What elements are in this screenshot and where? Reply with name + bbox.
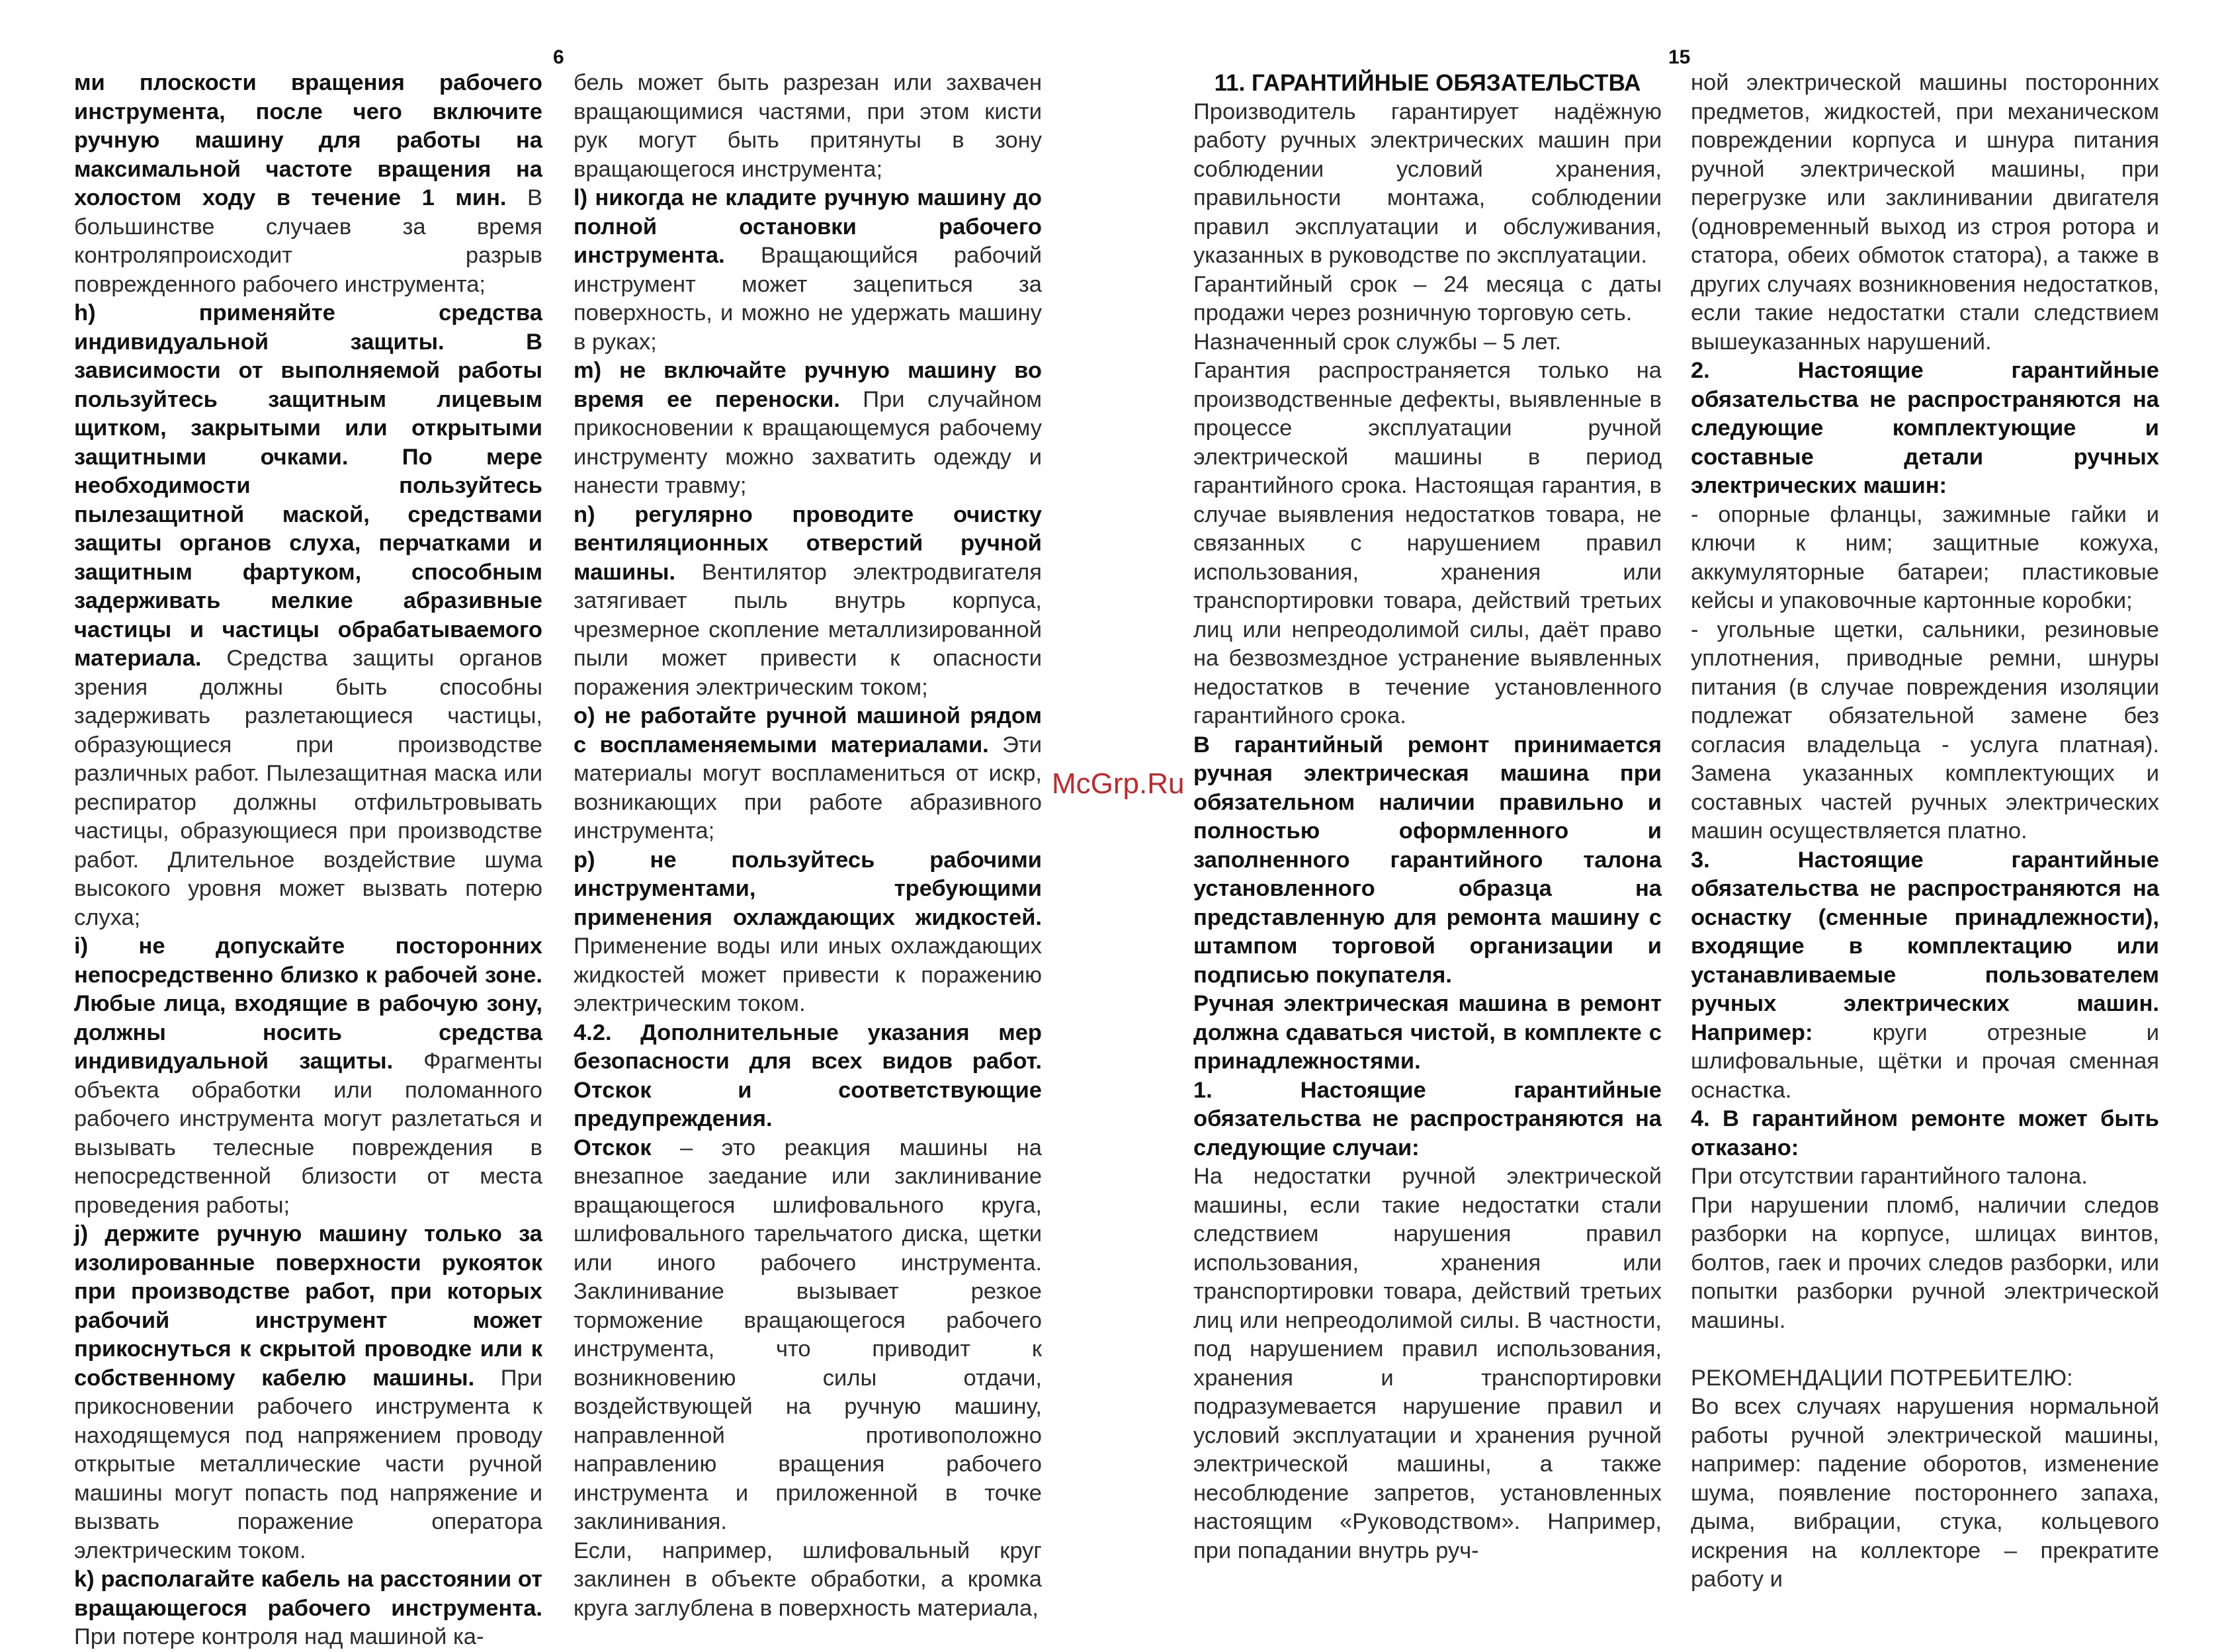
spacer <box>1691 1335 2159 1364</box>
paragraph: n) регулярно проводите очистку вентиляционных отверстий ручной машины. Вентилятор электродвигателя затягивает пыль внутрь корпуса, чрезмерное скопление металлизированной пыли может привести к опасности поражения электрическим током; <box>574 501 1042 700</box>
page-number-left: 6 <box>553 46 564 68</box>
paragraph: Если, например, шлифовальный круг заклинен в объекте обработки, а кромка круга заглублена в поверхность материала, <box>574 1538 1042 1621</box>
paragraph: Гарантийный срок – 24 месяца с даты продажи через розничную торговую сеть. <box>1193 271 1662 326</box>
paragraph: бель может быть разрезан или захвачен вращающимися частями, при этом кисти рук могут быть притянуты в зону вращающегося инструмента; <box>574 70 1042 182</box>
page-number-right: 15 <box>1668 46 1691 68</box>
paragraph: ми плоскости вращения рабочего инструмента, после чего включите ручную машину для работы на максимальной частоте вращения на холостом ходу в течение 1 мин. В большинстве случаев за время контроляпроисходит разрыв поврежденного рабочего инструмента; <box>74 70 542 297</box>
paragraph: Гарантия распространяется только на производственные дефекты, выявленные в процессе эксплуатации ручной электрической машины в период гарантийного срока. Настоящая гарантия, в случае выявления недостатков товара, не связанных с нарушением правил использования, хранения или транспортировки товара, действий третьих лиц или непреодолимой силы, даёт право на безвозмездное устранение выявленных недостатков в течение установленного гарантийного срока. <box>1193 358 1662 728</box>
paragraph: В гарантийный ремонт принимается ручная электрическая машина при обязательном наличии правильно и полностью оформленного и заполненного гарантийного талона установленного образца на представленную для ремонта машину с штампом торговой организации и подписью покупателя. <box>1193 732 1662 988</box>
paragraph: На недостатки ручной электрической машины, если такие недостатки стали следствием нарушения правил использования, хранения или транспортировки товара, действий третьих лиц или непреодолимой силы. В частности, под нарушением правил использования, хранения и транспортировки подразумевается нарушение правил и условий эксплуатации и хранения ручной электрической машины, а также несоблюдение запретов, установленных настоящим «Руководством». Например, при попадании внутрь руч- <box>1193 1164 1662 1563</box>
column-4 <box>1691 69 2159 1592</box>
column-1 <box>74 69 542 1649</box>
paragraph: m) не включайте ручную машину во время ее переноски. При случайном прикосновении к вращающемуся рабочему инструменту можно захватить одежду и нанести травму; <box>574 358 1042 498</box>
paragraph: h) применяйте средства индивидуальной защиты. В зависимости от выполняемой работы пользуйтесь защитным лицевым щитком, закрытыми или открытыми защитными очками. По мере необходимости пользуйтесь пылезащитной маской, средствами защиты органов слуха, перчатками и защитным фартуком, способным задерживать мелкие абразивные частицы и частицы обрабатываемого материала. Средства защиты органов зрения должны быть способны задерживать разлетающиеся частицы, образующиеся при производстве различных работ. Пылезащитная маска или респиратор должны отфильтровывать частицы, образующиеся при производстве работ. Длительное воздействие шума высокого уровня может вызвать потерю слуха; <box>74 300 542 930</box>
paragraph: При отсутствии гарантийного талона. <box>1691 1164 2088 1189</box>
paragraph: 4. В гарантийном ремонте может быть отказано: <box>1691 1106 2159 1160</box>
paragraph: ной электрической машины посторонних предметов, жидкостей, при механическом повреждении корпуса и шнура питания ручной электрической машины, при перегрузке или заклинивании двигателя (одновременный выход из строя ротора и статора, обеих обмоток статора), а также в других случаях возникновения недостатков, если такие недостатки стали следствием вышеуказанных нарушений. <box>1691 70 2159 355</box>
paragraph: 3. Настоящие гарантийные обязательства не распространяются на оснастку (сменные принадлежности), входящие в комплектацию или устанавливаемые пользователем ручных электрических машин. Например: круги отрезные и шлифовальные, щётки и прочая сменная оснастка. <box>1691 847 2159 1103</box>
paragraph: - угольные щетки, сальники, резиновые уплотнения, приводные ремни, шнуры питания (в случае повреждения изоляции подлежат обязательной замене без согласия владельца - услуга платная). Замена указанных комплектующих и составных частей ручных электрических машин осуществляется платно. <box>1691 617 2159 844</box>
section-heading: 4.2. Дополнительные указания мер безопасности для всех видов работ. Отскок и соответствующие предупреждения. <box>574 1020 1042 1131</box>
paragraph: 2. Настоящие гарантийные обязательства не распространяются на следующие комплектующие и составные детали ручных электрических машин: <box>1691 358 2159 498</box>
paragraph: l) никогда не кладите ручную машину до полной остановки рабочего инструмента. Вращающийся рабочий инструмент может зацепиться за поверхность, и можно не удержать машину в руках; <box>574 185 1042 355</box>
warranty-heading: 11. ГАРАНТИЙНЫЕ ОБЯЗАТЕЛЬСТВА <box>1214 70 1641 96</box>
paragraph: k) располагайте кабель на расстоянии от вращающегося рабочего инструмента. При потере контроля над машиной ка- <box>74 1567 542 1649</box>
paragraph: o) не работайте ручной машиной рядом с воспламеняемыми материалами. Эти материалы могут воспламениться от искр, возникающих при работе абразивного инструмента; <box>574 703 1042 844</box>
paragraph: При нарушении пломб, наличии следов разборки на корпусе, шлицах винтов, болтов, гаек и прочих следов разборки, или попытки разборки ручной электрической машины. <box>1691 1192 2159 1333</box>
paragraph: - опорные фланцы, зажимные гайки и ключи к ним; защитные кожуха, аккумуляторные батареи; пластиковые кейсы и упаковочные картонные коробки; <box>1691 501 2159 613</box>
paragraph: i) не допускайте посторонних непосредственно близко к рабочей зоне. Любые лица, входящие в рабочую зону, должны носить средства индивидуальной защиты. Фрагменты объекта обработки или поломанного рабочего инструмента могут разлетаться и вызывать телесные повреждения в непосредственной близости от места проведения работы; <box>74 934 542 1218</box>
paragraph: Во всех случаях нарушения нормальной работы ручной электрической машины, например: падение оборотов, изменение шума, появление постороннего запаха, дыма, вибрации, стука, кольцевого искрения на коллекторе – прекратите работу и <box>1691 1394 2159 1592</box>
paragraph: Производитель гарантирует надёжную работу ручных электрических машин при соблюдении условий хранения, правильности монтажа, соблюдении правил эксплуатации и обслуживания, указанных в руководстве по эксплуатации. <box>1193 99 1662 268</box>
recommendations-heading: РЕКОМЕНДАЦИИ ПОТРЕБИТЕЛЮ: <box>1691 1365 2073 1391</box>
paragraph: Отскок – это реакция машины на внезапное заедание или заклинивание вращающегося шлифовального круга, шлифовального тарельчатого диска, щетки или иного рабочего инструмента. Заклинивание вызывает резкое торможение вращающегося рабочего инструмента, что приводит к возникновению силы отдачи, воздействующей на ручную машину, направленной противоположно направлению вращения рабочего инструмента и приложенной в точке заклинивания. <box>574 1135 1042 1534</box>
paragraph: 1. Настоящие гарантийные обязательства не распространяются на следующие случаи: <box>1193 1077 1662 1160</box>
column-2 <box>574 69 1042 1621</box>
column-3 <box>1193 69 1662 1563</box>
paragraph: j) держите ручную машину только за изолированные поверхности рукояток при производстве работ, при которых рабочий инструмент может прикоснуться к скрытой проводке или к собственному кабелю машины. При прикосновении рабочего инструмента к находящемуся под напряжением проводу открытые металлические части ручной машины могут попасть под напряжение и вызвать поражение оператора электрическим током. <box>74 1221 542 1563</box>
paragraph: Назначенный срок службы – 5 лет. <box>1193 329 1562 355</box>
paragraph: Ручная электрическая машина в ремонт должна сдаваться чистой, в комплекте с принадлежностями. <box>1193 991 1662 1074</box>
paragraph: p) не пользуйтесь рабочими инструментами, требующими применения охлаждающих жидкостей. Применение воды или иных охлаждающих жидкостей может привести к поражению электрическим током. <box>574 847 1042 1016</box>
watermark: McGrp.Ru <box>1052 767 1185 800</box>
